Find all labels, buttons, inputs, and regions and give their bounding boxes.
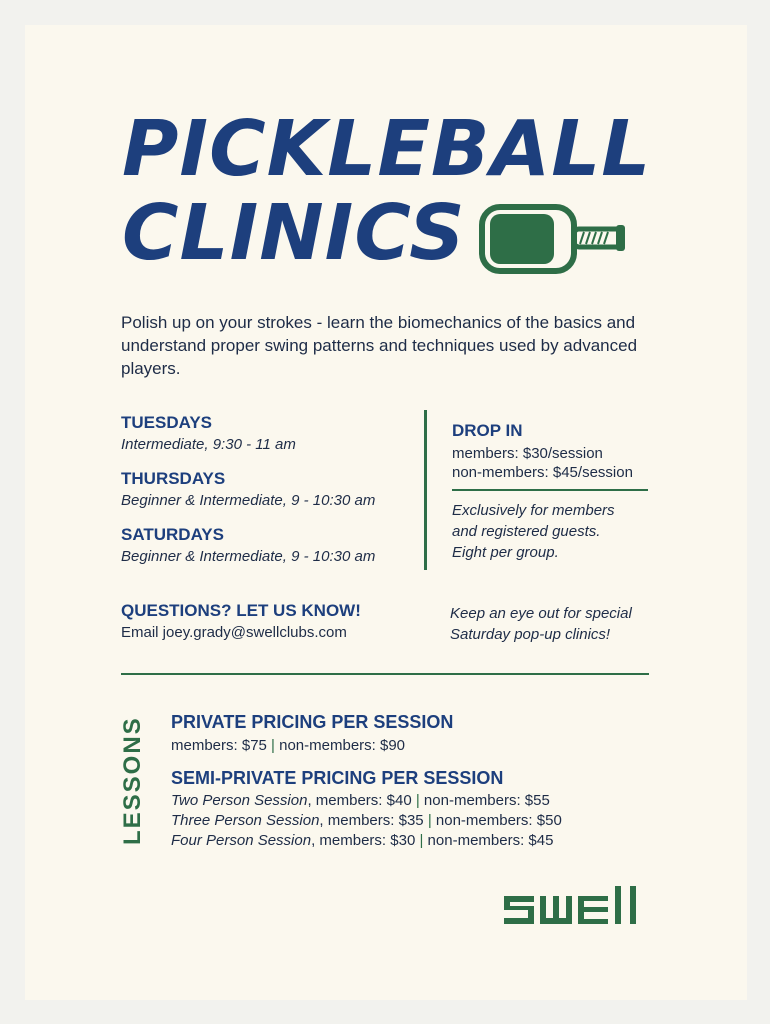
intro-text: Polish up on your strokes - learn the biomechanics of the basics and understand proper swing patterns and techniques used by advanced players. [121, 313, 638, 378]
day-heading: TUESDAYS [121, 413, 213, 432]
session-type: Three Person Session [171, 812, 320, 829]
private-pricing-row [171, 736, 405, 756]
semi-private-pricing-heading: SEMI-PRIVATE PRICING PER SESSION [171, 768, 504, 788]
vertical-divider [424, 410, 427, 570]
drop-in-members: members: $30/session [452, 445, 603, 462]
non-members-price: non-members: $50 [435, 812, 562, 829]
session-type: Four Person Session [171, 832, 312, 849]
questions-heading: QUESTIONS? LET US KNOW! [121, 601, 361, 620]
lessons-label: LESSONS [119, 716, 146, 845]
schedule-saturdays [121, 525, 375, 566]
section-divider [121, 673, 649, 675]
contact-email[interactable]: Email joey.grady@swellclubs.com [121, 624, 347, 641]
members-price: , members: $35 [319, 812, 424, 829]
separator: | [415, 792, 420, 809]
day-detail: Intermediate, 9:30 - 11 am [121, 436, 296, 453]
swell-logo [504, 886, 646, 926]
semi-private-row [171, 831, 553, 851]
semi-private-row [171, 791, 550, 811]
day-heading: SATURDAYS [121, 525, 224, 544]
note-line: Keep an eye out for special [450, 605, 632, 622]
semi-private-row [171, 811, 562, 831]
members-price: , members: $30 [311, 832, 416, 849]
separator: | [419, 832, 424, 849]
drop-in-divider [452, 489, 648, 491]
drop-in-heading: DROP IN [452, 421, 523, 440]
private-pricing-heading: PRIVATE PRICING PER SESSION [171, 712, 454, 732]
drop-in-prices [452, 444, 633, 482]
day-detail: Beginner & Intermediate, 9 - 10:30 am [121, 492, 376, 509]
day-heading: THURSDAYS [121, 469, 226, 488]
non-members-price: non-members: $90 [279, 737, 406, 754]
separator: | [271, 737, 275, 754]
drop-in-non-members: non-members: $45/session [452, 464, 633, 481]
non-members-price: non-members: $45 [427, 832, 554, 849]
title-line-2: CLINICS [122, 189, 466, 278]
day-detail: Beginner & Intermediate, 9 - 10:30 am [121, 548, 376, 565]
members-price: members: $75 [171, 737, 267, 754]
popup-clinics-note [450, 603, 660, 645]
title-line-1: PICKLEBALL [122, 105, 652, 194]
session-type: Two Person Session [171, 792, 308, 809]
schedule-thursdays [121, 469, 375, 510]
non-members-price: non-members: $55 [423, 792, 550, 809]
note-line: Eight per group. [452, 544, 559, 561]
note-line: Exclusively for members [452, 502, 615, 519]
note-line: and registered guests. [452, 523, 601, 540]
separator: | [427, 812, 432, 829]
drop-in-note [452, 500, 652, 563]
members-price: , members: $40 [307, 792, 412, 809]
schedule-tuesdays [121, 413, 296, 454]
pickleball-paddle-icon [476, 203, 628, 275]
note-line: Saturday pop-up clinics! [450, 626, 611, 643]
